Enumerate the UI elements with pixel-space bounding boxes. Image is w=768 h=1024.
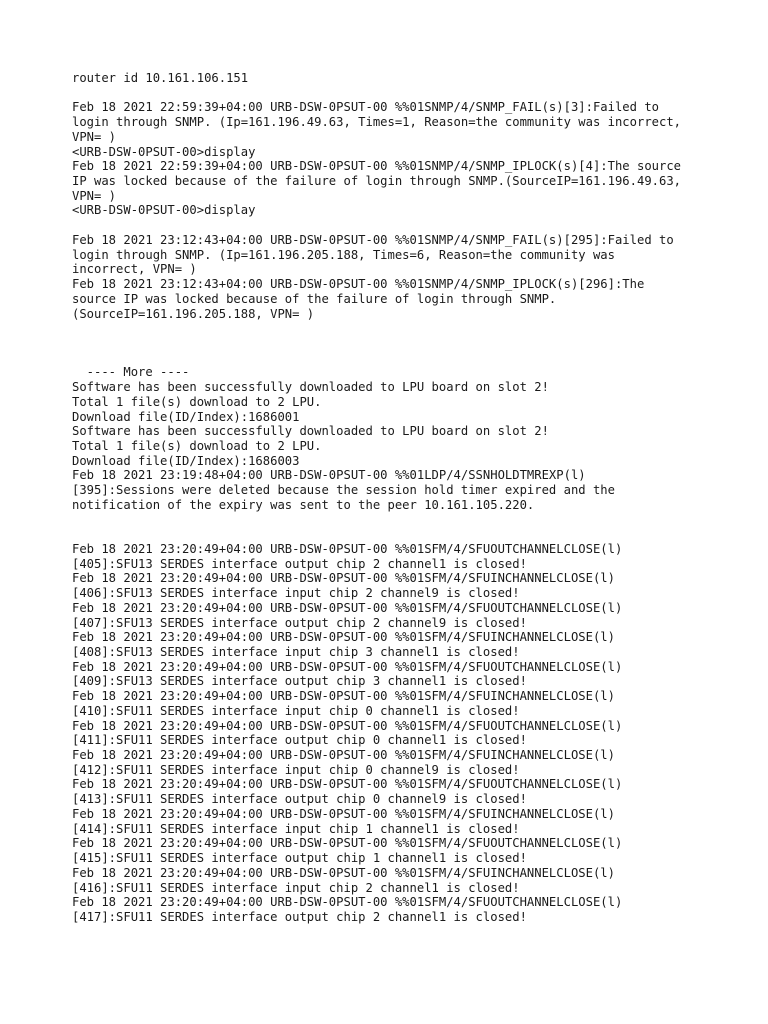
- log-line: login through SNMP. (Ip=161.196.49.63, Times=1, Reason=the community was incorrect,: [72, 115, 682, 130]
- log-line: [416]:SFU11 SERDES interface input chip 2 channel1 is closed!: [72, 880, 520, 895]
- spacer: [72, 86, 712, 101]
- log-line: Feb 18 2021 23:20:49+04:00 URB-DSW-0PSUT-00 %%01SFM/4/SFUINCHANNELCLOSE(l): [72, 748, 615, 763]
- log-line: Feb 18 2021 23:20:49+04:00 URB-DSW-0PSUT-00 %%01SFM/4/SFUOUTCHANNELCLOSE(l): [72, 659, 623, 674]
- log-line: Download file(ID/Index):1686003: [72, 453, 300, 468]
- log-line: Feb 18 2021 23:20:49+04:00 URB-DSW-0PSUT-00 %%01SFM/4/SFUINCHANNELCLOSE(l): [72, 689, 615, 704]
- log-line: Download file(ID/Index):1686001: [72, 409, 300, 424]
- log-line: Feb 18 2021 23:20:49+04:00 URB-DSW-0PSUT-00 %%01SFM/4/SFUINCHANNELCLOSE(l): [72, 630, 615, 645]
- log-line: Feb 18 2021 23:20:49+04:00 URB-DSW-0PSUT-00 %%01SFM/4/SFUOUTCHANNELCLOSE(l): [72, 836, 623, 851]
- log-line: login through SNMP. (Ip=161.196.205.188, Times=6, Reason=the community was: [72, 247, 615, 262]
- log-line: Feb 18 2021 23:19:48+04:00 URB-DSW-0PSUT-00 %%01LDP/4/SSNHOLDTMREXP(l): [72, 468, 586, 483]
- log-line: Feb 18 2021 23:20:49+04:00 URB-DSW-0PSUT-00 %%01SFM/4/SFUINCHANNELCLOSE(l): [72, 571, 615, 586]
- snmp-block-2: [72, 233, 712, 321]
- log-line: source IP was locked because of the failure of login through SNMP.: [72, 291, 557, 306]
- log-line: router id 10.161.106.151: [72, 71, 249, 85]
- header-block: [72, 71, 712, 86]
- spacer: [72, 218, 712, 233]
- log-line: [413]:SFU11 SERDES interface output chip 0 channel9 is closed!: [72, 792, 527, 807]
- log-line: Feb 18 2021 23:20:49+04:00 URB-DSW-0PSUT-00 %%01SFM/4/SFUOUTCHANNELCLOSE(l): [72, 777, 623, 792]
- log-line: [395]:Sessions were deleted because the session hold timer expired and the: [72, 483, 615, 498]
- sfm-block: [72, 542, 712, 925]
- spacer: [72, 513, 712, 542]
- spacer: [72, 321, 712, 365]
- log-line: incorrect, VPN= ): [72, 262, 197, 277]
- log-line: <URB-DSW-0PSUT-00>display: [72, 144, 256, 159]
- log-line: Feb 18 2021 23:20:49+04:00 URB-DSW-0PSUT-00 %%01SFM/4/SFUINCHANNELCLOSE(l): [72, 865, 615, 880]
- log-line: VPN= ): [72, 188, 117, 203]
- log-line: [406]:SFU13 SERDES interface input chip 2 channel9 is closed!: [72, 586, 520, 601]
- log-line: [412]:SFU11 SERDES interface input chip 0 channel9 is closed!: [72, 762, 520, 777]
- log-line: <URB-DSW-0PSUT-00>display: [72, 203, 256, 218]
- log-line: [410]:SFU11 SERDES interface input chip 0 channel1 is closed!: [72, 703, 520, 718]
- log-line: Feb 18 2021 23:20:49+04:00 URB-DSW-0PSUT-00 %%01SFM/4/SFUINCHANNELCLOSE(l): [72, 806, 615, 821]
- log-line: [417]:SFU11 SERDES interface output chip 2 channel1 is closed!: [72, 909, 527, 924]
- log-line: Feb 18 2021 23:20:49+04:00 URB-DSW-0PSUT-00 %%01SFM/4/SFUOUTCHANNELCLOSE(l): [72, 541, 623, 556]
- log-line: Feb 18 2021 22:59:39+04:00 URB-DSW-0PSUT-00 %%01SNMP/4/SNMP_FAIL(s)[3]:Failed to: [72, 100, 659, 115]
- log-line: ---- More ----: [72, 365, 190, 380]
- log-line: [411]:SFU11 SERDES interface output chip 0 channel1 is closed!: [72, 733, 527, 748]
- log-line: IP was locked because of the failure of login through SNMP.(SourceIP=161.196.49.63,: [72, 174, 682, 189]
- log-line: (SourceIP=161.196.205.188, VPN= ): [72, 306, 315, 321]
- log-line: [408]:SFU13 SERDES interface input chip 3 channel1 is closed!: [72, 645, 520, 660]
- log-line: [414]:SFU11 SERDES interface input chip 1 channel1 is closed!: [72, 821, 520, 836]
- log-line: notification of the expiry was sent to the peer 10.161.105.220.: [72, 497, 535, 512]
- log-line: [407]:SFU13 SERDES interface output chip 2 channel9 is closed!: [72, 615, 527, 630]
- log-document: [72, 71, 712, 925]
- log-line: Software has been successfully downloaded to LPU board on slot 2!: [72, 424, 549, 439]
- log-line: Feb 18 2021 23:20:49+04:00 URB-DSW-0PSUT-00 %%01SFM/4/SFUOUTCHANNELCLOSE(l): [72, 718, 623, 733]
- log-line: Feb 18 2021 23:20:49+04:00 URB-DSW-0PSUT-00 %%01SFM/4/SFUOUTCHANNELCLOSE(l): [72, 895, 623, 910]
- log-line: Feb 18 2021 23:12:43+04:00 URB-DSW-0PSUT-00 %%01SNMP/4/SNMP_IPLOCK(s)[296]:The: [72, 277, 645, 292]
- log-line: Feb 18 2021 23:12:43+04:00 URB-DSW-0PSUT-00 %%01SNMP/4/SNMP_FAIL(s)[295]:Failed to: [72, 232, 674, 247]
- log-line: [405]:SFU13 SERDES interface output chip 2 channel1 is closed!: [72, 556, 527, 571]
- log-line: [415]:SFU11 SERDES interface output chip 1 channel1 is closed!: [72, 851, 527, 866]
- log-line: Software has been successfully downloaded to LPU board on slot 2!: [72, 380, 549, 395]
- log-line: Feb 18 2021 23:20:49+04:00 URB-DSW-0PSUT-00 %%01SFM/4/SFUOUTCHANNELCLOSE(l): [72, 600, 623, 615]
- log-line: Total 1 file(s) download to 2 LPU.: [72, 439, 322, 453]
- snmp-block-1: [72, 100, 712, 218]
- log-line: Total 1 file(s) download to 2 LPU.: [72, 394, 322, 409]
- download-block: [72, 365, 712, 512]
- log-line: [409]:SFU13 SERDES interface output chip 3 channel1 is closed!: [72, 674, 527, 689]
- log-line: VPN= ): [72, 129, 117, 144]
- log-line: Feb 18 2021 22:59:39+04:00 URB-DSW-0PSUT-00 %%01SNMP/4/SNMP_IPLOCK(s)[4]:The source: [72, 159, 682, 174]
